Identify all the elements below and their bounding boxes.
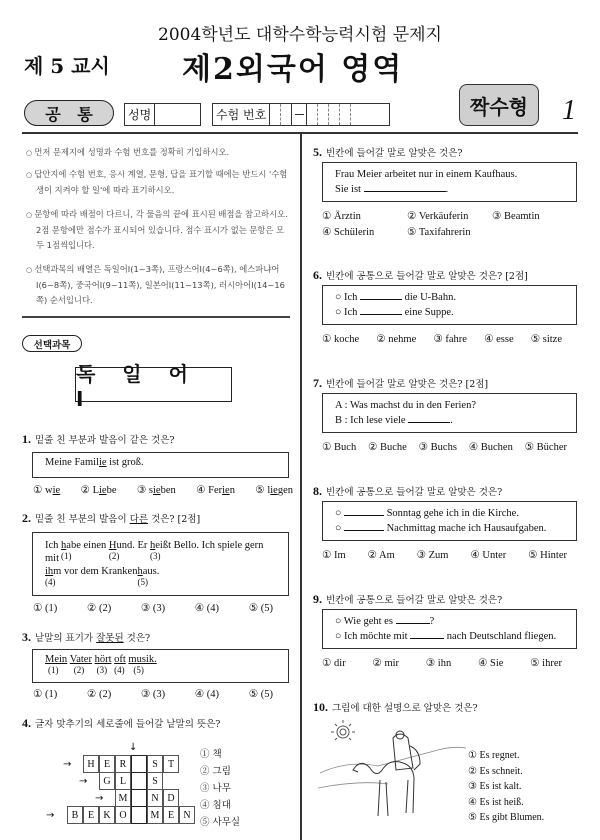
crossword-answer-cell[interactable] [131, 806, 147, 824]
answer-option[interactable]: ⑤ (5) [248, 603, 273, 614]
crossword-cell: B [67, 806, 83, 824]
question-passage-box: ○ Ich die U-Bahn. ○ Ich eine Suppe. [322, 285, 577, 325]
question-passage-box: ○ Wie geht es ? ○ Ich möchte mit nach Deutschland fliegen. [322, 609, 577, 649]
question-text: 것은? [2점] [148, 514, 201, 525]
answer-option[interactable]: ③ 나무 [200, 783, 231, 794]
crossword-cell: S [147, 755, 163, 773]
passage-text: Meine Famil [45, 457, 99, 468]
answer-option[interactable]: ① (1) [33, 603, 58, 614]
answer-option[interactable]: ③ (3) [140, 603, 166, 614]
passage-line: A : Was machst du in den Ferien? [335, 400, 476, 411]
question-stem [313, 145, 462, 160]
answer-option[interactable]: ① Buch [322, 442, 357, 453]
answer-option[interactable]: ④ esse [484, 334, 514, 345]
sun-icon [331, 720, 355, 740]
answer-option[interactable]: ② Liebe [80, 485, 117, 496]
question-text: 빈칸에 공통으로 들어갈 말로 알맞은 것은? [326, 487, 503, 498]
question-stem [313, 592, 502, 607]
answer-blank [364, 182, 446, 192]
answer-option[interactable]: ④ Es ist heiß. [468, 796, 524, 808]
answer-option[interactable]: ① Im [322, 550, 346, 561]
answer-option[interactable]: ② mir [372, 658, 400, 669]
crossword-cell: N [179, 806, 195, 824]
crossword-cell: M [115, 789, 131, 807]
crossword-cell: E [99, 755, 115, 773]
arrow-right-icon: → [95, 793, 104, 804]
exam-type-badge: 짝수형 [459, 84, 539, 126]
question-number: 7. [313, 376, 322, 390]
crossword-answer-cell[interactable] [131, 772, 147, 790]
question-passage-box: Mein (1) Vater (2) hört (3) oft (4) musik. (5) [32, 649, 289, 683]
answer-option[interactable]: ③ Es ist kalt. [468, 781, 522, 792]
question-number: 3. [22, 630, 31, 644]
question-number: 2. [22, 511, 31, 525]
answer-options [322, 549, 567, 561]
question-text: 밑줄 친 부분의 발음이 [35, 514, 130, 525]
crossword-answer-cell[interactable] [131, 755, 147, 773]
question-number: 10. [313, 700, 328, 714]
common-badge-char: 통 [77, 104, 93, 124]
answer-blank [396, 614, 430, 624]
question-number: 1. [22, 432, 31, 446]
answer-option[interactable]: ④ Buchen [468, 442, 513, 453]
answer-blank [408, 413, 450, 423]
answer-option[interactable]: ③ sieben [136, 485, 176, 496]
instruction-note: ○ 먼저 문제지에 성명과 수험 번호를 정확히 기입하시오. [22, 145, 292, 161]
question-passage-box [322, 162, 577, 202]
answer-option[interactable]: ② Es schneit. [468, 765, 523, 777]
elective-badge: 선택과목 [22, 335, 82, 352]
answer-option[interactable]: ④ Sie [477, 658, 504, 669]
crossword-cell: S [147, 772, 163, 790]
period-label: 제 5 교시 [24, 54, 110, 78]
answer-blank [410, 629, 444, 639]
question-text: 낱말의 표기가 [35, 633, 97, 644]
passage-line: Sie ist . [335, 184, 449, 195]
question-text: 빈칸에 들어갈 말로 알맞은 것은? [326, 148, 463, 159]
passage-line: B : Ich lese viele [335, 415, 406, 426]
instruction-note: ○ 답안지에 수험 번호, 응시 계열, 문형, 답을 표기할 때에는 반드시 '수험생이 지켜야 할 일'에 따라 표기하시오. [22, 167, 292, 198]
answer-option[interactable]: ① dir [322, 658, 346, 669]
question-number: 8. [313, 484, 322, 498]
answer-option[interactable]: ② Verkäuferin [407, 211, 469, 222]
question-text: 것은? [123, 633, 151, 644]
question-text: 빈칸에 들어갈 말로 알맞은 것은? [2점] [326, 379, 489, 390]
question-stem [313, 268, 528, 283]
arrow-right-icon: → [46, 810, 55, 821]
answer-option[interactable]: ② Buche [367, 442, 407, 453]
exam-title: 2004학년도 대학수학능력시험 문제지 [158, 25, 442, 45]
answer-options [322, 657, 562, 669]
exam-id-digit[interactable] [329, 104, 340, 125]
crossword-cell: E [163, 806, 179, 824]
crossword-cell: K [99, 806, 115, 824]
underlined-text: 다른 [129, 514, 149, 525]
answer-blank [344, 506, 384, 516]
answer-option[interactable]: ② nehme [376, 334, 417, 345]
answer-option[interactable]: ① 책 [200, 749, 222, 760]
subject-title: 독 일 어 Ⅰ [75, 367, 232, 402]
answer-option[interactable]: ② Am [367, 550, 395, 561]
instruction-note: ○ 문항에 따라 배점이 다르니, 각 물음의 끝에 표시된 배점을 참고하시오. 2점 문항에만 점수가 표시되어 있습니다. 점수 표시가 없는 문항은 모두 1점씩입니다. [22, 207, 292, 253]
underlined-text: ie [98, 457, 107, 468]
instruction-note: ○ 선택과목의 배열은 독일어Ⅰ(1~3쪽), 프랑스어Ⅰ(4~6쪽), 에스파냐어Ⅰ(6~8쪽), 중국어Ⅰ(9~11쪽), 일본어Ⅰ(11~13쪽), 러시아어Ⅰ(14~16쪽) 순서입니다. [22, 262, 292, 308]
answer-option[interactable]: ④ Unter [470, 550, 507, 561]
question-number: 5. [313, 145, 322, 159]
answer-option[interactable]: ④ Schülerin [322, 227, 375, 238]
question-text: 빈칸에 공통으로 들어갈 말로 알맞은 것은? [2점] [326, 271, 528, 282]
answer-option[interactable]: ⑤ Hinter [528, 550, 567, 561]
answer-option[interactable]: ⑤ liegen [255, 485, 293, 496]
crossword-answer-cell[interactable] [131, 789, 147, 807]
answer-option[interactable]: ① wie [33, 485, 61, 496]
answer-option[interactable]: ③ Zum [416, 550, 449, 561]
answer-options [322, 441, 567, 453]
answer-option[interactable]: ③ Buchs [418, 442, 457, 453]
crossword-cell: R [115, 755, 131, 773]
answer-blank [360, 290, 402, 300]
arrow-right-icon: → [79, 776, 88, 787]
answer-option[interactable]: ⑤ ihrer [530, 658, 562, 669]
question-text: 밑줄 친 부분과 발음이 같은 것은? [35, 435, 175, 446]
common-badge-char: 공 [45, 104, 61, 124]
answer-blank [360, 305, 402, 315]
question-stem [313, 484, 502, 499]
answer-option[interactable]: ① Es regnet. [468, 750, 520, 761]
answer-option[interactable]: ④ (4) [194, 603, 220, 614]
exam-id-label: 수험 번호 [213, 104, 270, 125]
question-text: 글자 맞추기의 세로줄에 들어갈 낱말의 뜻은? [35, 719, 221, 730]
exam-id-digit[interactable] [340, 104, 351, 125]
answer-option[interactable]: ② (2) [86, 603, 112, 614]
underlined-text: 잘못된 [96, 633, 124, 644]
question-text: 그림에 대한 설명으로 알맞은 것은? [332, 703, 478, 714]
question-passage-box: Ich $\frac{h}{(1)}$ abe einen $\frac{H}{(2)}$ und. Er $\frac{h}{(3)}$ eißt Bello. Ich spiele gern mit $\frac{ih}{(4)}$ m vor dem $Kranken\frac{h}{(5)}$ aus. [32, 532, 289, 596]
answer-option[interactable]: ③ fahre [433, 334, 467, 345]
answer-option[interactable]: ③ ihn [425, 658, 452, 669]
question-passage-box: ○ Sonntag gehe ich in die Kirche. ○ Nachmittag mache ich Hausaufgaben. [322, 501, 577, 541]
desert-camel-illustration [318, 718, 468, 830]
answer-option[interactable]: ① Ärztin [322, 211, 361, 222]
dunes [318, 747, 466, 788]
section-title: 제2외국어 영역 [182, 52, 404, 87]
crossword-cell: N [147, 789, 163, 807]
answer-option[interactable]: ⑤ sitze [530, 334, 562, 345]
crossword-cell: H [83, 755, 99, 773]
answer-option[interactable]: ② (2) [86, 689, 112, 700]
exam-id-digit[interactable] [318, 104, 329, 125]
answer-options [322, 210, 540, 222]
exam-id-digit[interactable] [351, 104, 362, 125]
crossword-cell: T [163, 755, 179, 773]
question-stem [313, 700, 478, 715]
name-label: 성명 [125, 104, 155, 125]
answer-blank [344, 521, 384, 531]
answer-option[interactable]: ④ 침대 [200, 800, 231, 811]
passage-line: Frau Meier arbeitet nur in einem Kaufhaus. [335, 169, 518, 180]
answer-options [322, 333, 562, 345]
question-passage-box: A : Was machst du in den Ferien? B : Ich lese viele . [322, 393, 577, 433]
answer-option[interactable]: ⑤ Taxifahrerin [407, 227, 471, 238]
arrow-right-icon: → [63, 759, 72, 770]
camel-rider [353, 731, 420, 816]
answer-option[interactable]: ⑤ Bücher [524, 442, 567, 453]
question-number: 4. [22, 716, 31, 730]
passage-text: ist groß. [106, 457, 144, 468]
question-number: 6. [313, 268, 322, 282]
answer-option[interactable]: ① koche [322, 334, 360, 345]
crossword-cell: E [83, 806, 99, 824]
question-stem [313, 376, 488, 391]
question-number: 9. [313, 592, 322, 606]
page-number: 1 [562, 95, 576, 126]
answer-options [322, 226, 471, 238]
answer-option[interactable]: ④ (4) [194, 689, 220, 700]
arrow-down-icon: ↓ [129, 742, 138, 753]
answer-option[interactable]: ⑤ Es gibt Blumen. [468, 812, 545, 823]
crossword-cell: G [99, 772, 115, 790]
answer-option[interactable]: ⑤ (5) [248, 689, 273, 700]
answer-option[interactable]: ③ Beamtin [492, 211, 540, 222]
crossword-cell: L [115, 772, 131, 790]
answer-options [468, 748, 544, 826]
question-text: 빈칸에 공통으로 들어갈 말로 알맞은 것은? [326, 595, 503, 606]
answer-option[interactable]: ② 그림 [200, 766, 231, 777]
answer-option[interactable]: ④ Ferien [196, 485, 235, 496]
crossword-cell: M [147, 806, 163, 824]
crossword-cell: O [115, 806, 131, 824]
column-divider [300, 133, 302, 840]
answer-option[interactable]: ① (1) [33, 689, 58, 700]
answer-option[interactable]: ③ (3) [140, 689, 166, 700]
crossword-cell: D [163, 789, 179, 807]
exam-id-digit[interactable] [307, 104, 318, 125]
answer-option[interactable]: ⑤ 사무실 [200, 817, 241, 828]
